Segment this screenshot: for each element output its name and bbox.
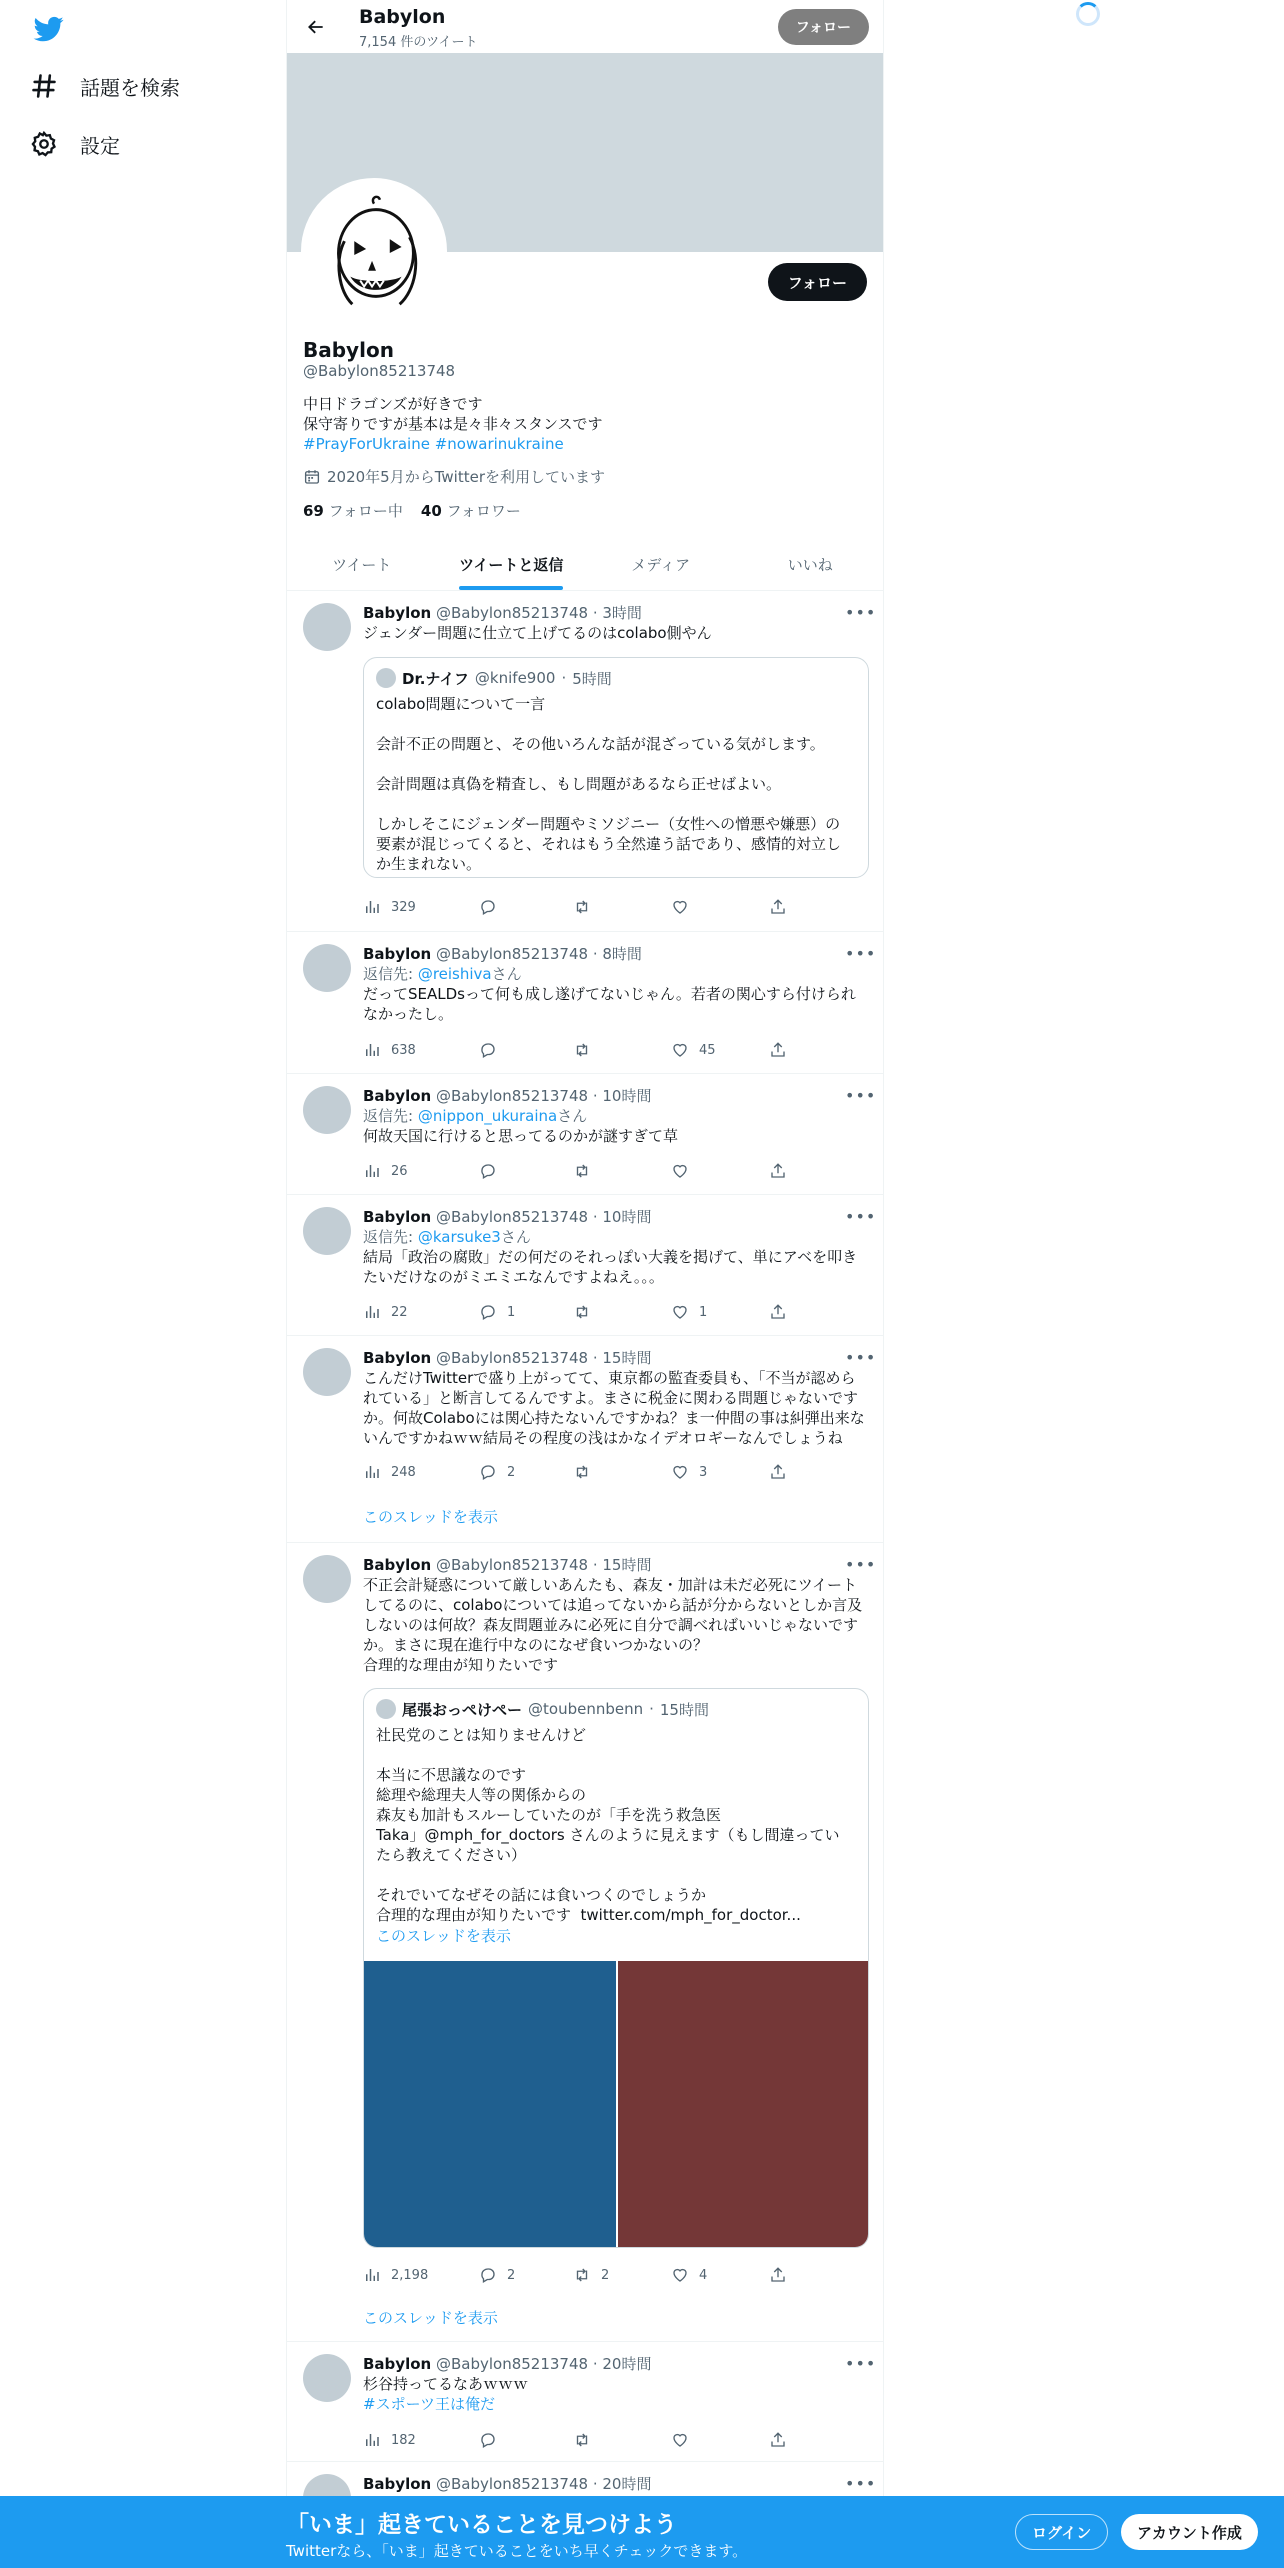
- tweet-actions: [363, 897, 793, 917]
- share-button[interactable]: [769, 897, 787, 917]
- reply-prefix: 返信先:: [363, 965, 418, 983]
- reply-icon: [479, 2431, 497, 2449]
- reply-context: [363, 964, 869, 984]
- reply-icon: [479, 2266, 497, 2284]
- bio-line: 中日ドラゴンズが好きです: [303, 395, 483, 413]
- tweet-header: Babylon @Babylon85213748 · 20時間: [363, 2475, 652, 2493]
- like-button[interactable]: [671, 2430, 699, 2450]
- more-options-icon[interactable]: •••: [845, 1086, 877, 1105]
- tweet-author-name[interactable]: Babylon: [363, 1556, 432, 1574]
- share-button[interactable]: [769, 2430, 787, 2450]
- view-count: 26: [391, 1163, 408, 1179]
- heart-icon: [671, 2431, 689, 2449]
- bio-line: 保守寄りですが基本は是々非々スタンスです: [303, 415, 603, 433]
- tweet-author-name[interactable]: Babylon: [363, 945, 432, 963]
- media-image[interactable]: [618, 1961, 869, 2248]
- tweet-header: Babylon @Babylon85213748 · 10時間: [363, 1208, 652, 1226]
- view-count: 2,198: [391, 2267, 429, 2283]
- share-button[interactable]: [769, 1161, 787, 1181]
- reply-icon: [479, 1303, 497, 1321]
- tweet-author-name[interactable]: Babylon: [363, 1349, 432, 1367]
- tweet-author-handle[interactable]: @Babylon85213748: [435, 604, 589, 622]
- tweet-actions: [363, 2265, 793, 2285]
- share-icon: [769, 898, 787, 916]
- views-button[interactable]: [363, 897, 416, 917]
- quoted-author-handle: @knife900: [474, 669, 556, 687]
- quoted-tweet-header: 尾張おっぺけぺー @toubennbenn · 15時間: [376, 1699, 709, 1719]
- nav-settings[interactable]: [30, 124, 120, 164]
- heart-icon: [671, 1463, 689, 1481]
- like-count: 1: [699, 1304, 708, 1320]
- reply-to-link[interactable]: @reishiva: [417, 965, 492, 983]
- retweet-button[interactable]: [573, 1161, 601, 1181]
- signup-banner-title: 「いま」起きていることを見つけよう: [286, 2512, 677, 2538]
- reply-icon: [479, 1463, 497, 1481]
- profile-column: [286, 0, 884, 2568]
- tweet-actions: [363, 2430, 793, 2450]
- tweet-author-name[interactable]: Babylon: [363, 604, 432, 622]
- tweet[interactable]: [287, 2342, 884, 2462]
- nav-settings-label: 設定: [80, 133, 120, 158]
- retweet-button[interactable]: [573, 2430, 601, 2450]
- retweet-button[interactable]: [573, 1040, 601, 1060]
- reply-suffix: さん: [491, 965, 522, 983]
- heart-icon: [671, 1162, 689, 1180]
- tweet-avatar[interactable]: [303, 1086, 351, 1134]
- tweet-avatar[interactable]: [303, 2354, 351, 2402]
- views-icon: [363, 2431, 381, 2449]
- followers-count: 40: [420, 502, 442, 520]
- reply-to-link[interactable]: @karsuke3: [417, 1228, 501, 1246]
- retweet-icon: [573, 898, 591, 916]
- gear-icon: [30, 130, 58, 158]
- reply-button[interactable]: [479, 1040, 507, 1060]
- quoted-avatar: [376, 1699, 396, 1719]
- nav-explore-label: 話題を検索: [80, 75, 180, 100]
- reply-button[interactable]: [479, 1161, 507, 1181]
- share-icon: [769, 2431, 787, 2449]
- tab-media[interactable]: メディア: [631, 555, 691, 574]
- tweet-author-handle[interactable]: @Babylon85213748: [435, 1349, 589, 1367]
- quoted-time: 15時間: [659, 1700, 709, 1719]
- hashtag-icon: [30, 72, 58, 100]
- more-options-icon[interactable]: •••: [845, 1348, 877, 1367]
- quoted-tweet-header: Dr.ナイフ @knife900 · 5時間: [376, 668, 612, 688]
- retweet-button[interactable]: [573, 2265, 609, 2285]
- reply-count: 2: [507, 2267, 516, 2283]
- tweet-author-handle[interactable]: @Babylon85213748: [435, 1087, 589, 1105]
- like-button[interactable]: [671, 1462, 707, 1482]
- heart-icon: [671, 1041, 689, 1059]
- signup-banner: [0, 2496, 1284, 2568]
- tweet-author-handle[interactable]: @Babylon85213748: [435, 1208, 589, 1226]
- show-thread-link[interactable]: このスレッドを表示: [363, 1508, 498, 1526]
- tweet-header: Babylon @Babylon85213748 · 10時間: [363, 1087, 652, 1105]
- profile-tabs: [287, 538, 884, 591]
- quoted-author-name: Dr.ナイフ: [402, 669, 469, 688]
- views-icon: [363, 1303, 381, 1321]
- share-icon: [769, 1162, 787, 1180]
- show-thread-link[interactable]: このスレッドを表示: [363, 2309, 498, 2327]
- reply-icon: [479, 1041, 497, 1059]
- tweet-time[interactable]: 10時間: [602, 1087, 652, 1105]
- tweet-actions: [363, 1302, 793, 1322]
- retweet-button[interactable]: [573, 1462, 601, 1482]
- tweet-header: Babylon @Babylon85213748 · 15時間: [363, 1556, 652, 1574]
- joined-text: 2020年5月からTwitterを利用しています: [327, 468, 605, 486]
- tweet-author-handle[interactable]: @Babylon85213748: [435, 945, 589, 963]
- tweet-text: 結局「政治の腐敗」だの何だのそれっぽい大義を掲げて、単にアベを叩きたいだけなのがミエミエなんですよねえ。。。: [363, 1248, 858, 1286]
- tweet[interactable]: [287, 1336, 884, 1543]
- tweet-time[interactable]: 10時間: [602, 1208, 652, 1226]
- like-button[interactable]: [671, 1161, 699, 1181]
- tweet-author-handle[interactable]: @Babylon85213748: [435, 1556, 589, 1574]
- tweet-author-name[interactable]: Babylon: [363, 1087, 432, 1105]
- retweet-icon: [573, 2266, 591, 2284]
- tweet-author-handle[interactable]: @Babylon85213748: [435, 2475, 589, 2493]
- signup-banner-subtitle: Twitterなら、「いま」起きていることをいち早くチェックできます。: [286, 2542, 748, 2560]
- follow-button[interactable]: フォロー: [768, 263, 867, 301]
- retweet-icon: [573, 1463, 591, 1481]
- tweet-time[interactable]: 15時間: [602, 1556, 652, 1574]
- tab-likes[interactable]: いいね: [787, 555, 833, 574]
- quoted-tweet-text: 社民党のことは知りませんけど 本当に不思議なのです 総理や総理夫人等の関係からの 森友も加計もスルーしていたのが「手を洗う救急医 Taka」@mph_for_doctors さんのように見えます（もし間違っていたら教えてください） それでいてなぜその話には食いつくのでしょうか 合理的な理由が知りたいです twitter.com/mph_for_doctor...: [376, 1726, 840, 1924]
- views-icon: [363, 1463, 381, 1481]
- tweet-avatar[interactable]: [303, 603, 351, 651]
- followers-link[interactable]: [421, 500, 521, 521]
- like-count: 4: [699, 2267, 708, 2283]
- tweet[interactable]: [287, 932, 884, 1074]
- tweet-author-name[interactable]: Babylon: [363, 2475, 432, 2493]
- profile-header-bar: [287, 0, 884, 53]
- tweet-time[interactable]: 3時間: [602, 604, 642, 622]
- like-count: 3: [699, 1464, 708, 1480]
- view-count: 329: [391, 899, 416, 915]
- more-options-icon[interactable]: •••: [845, 2474, 877, 2493]
- retweet-button[interactable]: [573, 1302, 601, 1322]
- profile-name: Babylon: [303, 338, 394, 362]
- retweet-icon: [573, 1041, 591, 1059]
- heart-icon: [671, 898, 689, 916]
- quoted-time: 5時間: [572, 669, 612, 688]
- more-options-icon[interactable]: •••: [845, 944, 877, 963]
- reply-icon: [479, 898, 497, 916]
- tweet-text: 何故天国に行けると思ってるのかが謎すぎて草: [363, 1127, 679, 1145]
- tweet-header: Babylon @Babylon85213748 · 20時間: [363, 2355, 652, 2373]
- tweet-text: 杉谷持ってるなあｗｗｗ: [363, 2375, 529, 2393]
- tweet-actions: [363, 1161, 793, 1181]
- view-count: 182: [391, 2432, 416, 2448]
- views-button[interactable]: [363, 2265, 428, 2285]
- quoted-author-handle: @toubennbenn: [528, 1700, 644, 1718]
- share-icon: [769, 1303, 787, 1321]
- reply-button[interactable]: [479, 2430, 507, 2450]
- following-label: フォロー中: [328, 502, 403, 520]
- header-follow-button[interactable]: フォロー: [778, 9, 869, 45]
- share-icon: [769, 1463, 787, 1481]
- views-button[interactable]: [363, 1462, 416, 1482]
- login-button[interactable]: ログイン: [1015, 2514, 1108, 2550]
- quoted-show-thread-link[interactable]: このスレッドを表示: [376, 1927, 511, 1945]
- share-button[interactable]: [769, 1302, 787, 1322]
- tweet-actions: [363, 1462, 793, 1482]
- tweet-avatar[interactable]: [303, 944, 351, 992]
- follow-stats: [303, 500, 521, 521]
- share-button[interactable]: [769, 1040, 787, 1060]
- joined-date: [303, 466, 605, 487]
- media-image[interactable]: [364, 1961, 616, 2248]
- tweet[interactable]: [287, 1074, 884, 1195]
- like-count: 45: [699, 1042, 716, 1058]
- header-tweet-count: 7,154 件のツイート: [359, 35, 478, 50]
- profile-bio: [303, 394, 603, 454]
- reply-button[interactable]: [479, 897, 507, 917]
- tweet[interactable]: [287, 1543, 884, 2342]
- following-link[interactable]: [303, 500, 403, 521]
- tweet-time[interactable]: 15時間: [602, 1349, 652, 1367]
- heart-icon: [671, 1303, 689, 1321]
- tweet-actions: [363, 1040, 793, 1060]
- reply-context: [363, 1106, 869, 1126]
- views-icon: [363, 1041, 381, 1059]
- nav-explore[interactable]: [30, 66, 180, 106]
- tweet[interactable]: [287, 1195, 884, 1336]
- tab-tweets[interactable]: ツイート: [332, 555, 392, 574]
- reply-count: 2: [507, 1464, 516, 1480]
- following-count: 69: [303, 502, 324, 520]
- like-button[interactable]: [671, 897, 699, 917]
- quoted-avatar: [376, 668, 396, 688]
- views-icon: [363, 898, 381, 916]
- profile-handle: @Babylon85213748: [303, 362, 456, 380]
- views-button[interactable]: [363, 1161, 408, 1181]
- retweet-icon: [573, 1162, 591, 1180]
- tweet[interactable]: [287, 591, 884, 932]
- tab-tweets-and-replies[interactable]: ツイートと返信: [437, 538, 587, 590]
- tweet-header: Babylon @Babylon85213748 · 15時間: [363, 1349, 652, 1367]
- tweet-author-handle[interactable]: @Babylon85213748: [435, 2355, 589, 2373]
- reply-prefix: 返信先:: [363, 1107, 418, 1125]
- tweet-time[interactable]: 8時間: [602, 945, 642, 963]
- tweet-time[interactable]: 20時間: [602, 2475, 652, 2493]
- share-button[interactable]: [769, 2265, 787, 2285]
- retweet-icon: [573, 1303, 591, 1321]
- tweet-text: こんだけTwitterで盛り上がってて、東京都の監査委員も、「不当が認められている」と断言してるんですよ。まさに税金に関わる問題じゃないですか。何故Colaboには関心持たないんですかね？ま一仲間の事は糾弾出来ないんですかねｗｗ結局その程度の浅はかなイデオロギーなんでしょうね: [363, 1369, 865, 1447]
- more-options-icon[interactable]: •••: [845, 2354, 877, 2373]
- back-arrow-icon[interactable]: [301, 12, 331, 42]
- header-title: Babylon: [359, 6, 446, 28]
- reply-icon: [479, 1162, 497, 1180]
- signup-button[interactable]: アカウント作成: [1121, 2514, 1258, 2550]
- reply-button[interactable]: [479, 1302, 515, 1322]
- tweet-avatar[interactable]: [303, 1207, 351, 1255]
- like-button[interactable]: [671, 2265, 707, 2285]
- reply-suffix: さん: [557, 1107, 588, 1125]
- tweet-author-name[interactable]: Babylon: [363, 1208, 432, 1226]
- views-button[interactable]: [363, 2430, 416, 2450]
- like-button[interactable]: [671, 1302, 707, 1322]
- reply-context: [363, 1227, 869, 1247]
- views-button[interactable]: [363, 1040, 416, 1060]
- loading-spinner-icon: [1076, 2, 1100, 26]
- retweet-button[interactable]: [573, 897, 601, 917]
- tweet-text: 不正会計疑惑について厳しいあんたも、森友・加計は未だ必死にツイートしてるのに、colaboについては追ってないから話が分からないとしか言及しないのは何故？森友問題並みに必死に自分で調べればいいじゃないですか。まさに現在進行中なのになぜ食いつかないの？ 合理的な理由が知りたいです: [363, 1576, 863, 1674]
- bio-hashtag-link[interactable]: #PrayForUkraine: [303, 435, 430, 453]
- reply-button[interactable]: [479, 2265, 515, 2285]
- retweet-icon: [573, 2431, 591, 2449]
- quoted-author-name: 尾張おっぺけぺー: [402, 1700, 523, 1719]
- views-icon: [363, 2266, 381, 2284]
- twitter-bird-icon[interactable]: [32, 14, 66, 44]
- share-icon: [769, 1041, 787, 1059]
- profile-avatar[interactable]: [301, 178, 447, 324]
- tweet-text: ジェンダー問題に仕立て上げてるのはcolabo側やん: [363, 624, 712, 642]
- reply-button[interactable]: [479, 1462, 515, 1482]
- tweet-time[interactable]: 20時間: [602, 2355, 652, 2373]
- reply-suffix: さん: [500, 1228, 531, 1246]
- reply-to-link[interactable]: @nippon_ukuraina: [417, 1107, 558, 1125]
- bio-hashtag-link[interactable]: #nowarinukraine: [434, 435, 564, 453]
- more-options-icon[interactable]: •••: [845, 1207, 877, 1226]
- share-icon: [769, 2266, 787, 2284]
- view-count: 638: [391, 1042, 416, 1058]
- quoted-tweet[interactable]: [363, 1688, 869, 2248]
- left-navigation: [0, 0, 286, 2568]
- followers-label: フォロワー: [446, 502, 521, 520]
- tweet-avatar[interactable]: [303, 1555, 351, 1603]
- calendar-icon: [303, 468, 321, 486]
- view-count: 22: [391, 1304, 408, 1320]
- share-button[interactable]: [769, 1462, 787, 1482]
- hashtag-link[interactable]: #スポーツ王は俺だ: [363, 2395, 495, 2413]
- quoted-tweet-text: colabo問題について一言 会計不正の問題と、その他いろんな話が混ざっている気がします。 会計問題は真偽を精査し、もし問題があるなら正せばよい。 しかしそこにジェンダー問題やミソジニー（女性への憎悪や嫌悪）の要素が混じってくると、それはもう全然違う話であり、感情的対立しか生まれない。: [376, 695, 842, 873]
- heart-icon: [671, 2266, 689, 2284]
- tweet-header: Babylon @Babylon85213748 · 8時間: [363, 945, 642, 963]
- reply-count: 1: [507, 1304, 516, 1320]
- more-options-icon[interactable]: •••: [845, 603, 877, 622]
- like-button[interactable]: [671, 1040, 716, 1060]
- views-icon: [363, 1162, 381, 1180]
- tweet-text: だってSEALDsって何も成し遂げてないじゃん。若者の関心すら付けられなかったし。: [363, 985, 856, 1023]
- reply-prefix: 返信先:: [363, 1228, 418, 1246]
- tweet-author-name[interactable]: Babylon: [363, 2355, 432, 2373]
- more-options-icon[interactable]: •••: [845, 1555, 877, 1574]
- quoted-tweet[interactable]: [363, 657, 869, 878]
- tweet-header: Babylon @Babylon85213748 · 3時間: [363, 604, 642, 622]
- views-button[interactable]: [363, 1302, 408, 1322]
- tweet-avatar[interactable]: [303, 1348, 351, 1396]
- retweet-count: 2: [601, 2267, 610, 2283]
- view-count: 248: [391, 1464, 416, 1480]
